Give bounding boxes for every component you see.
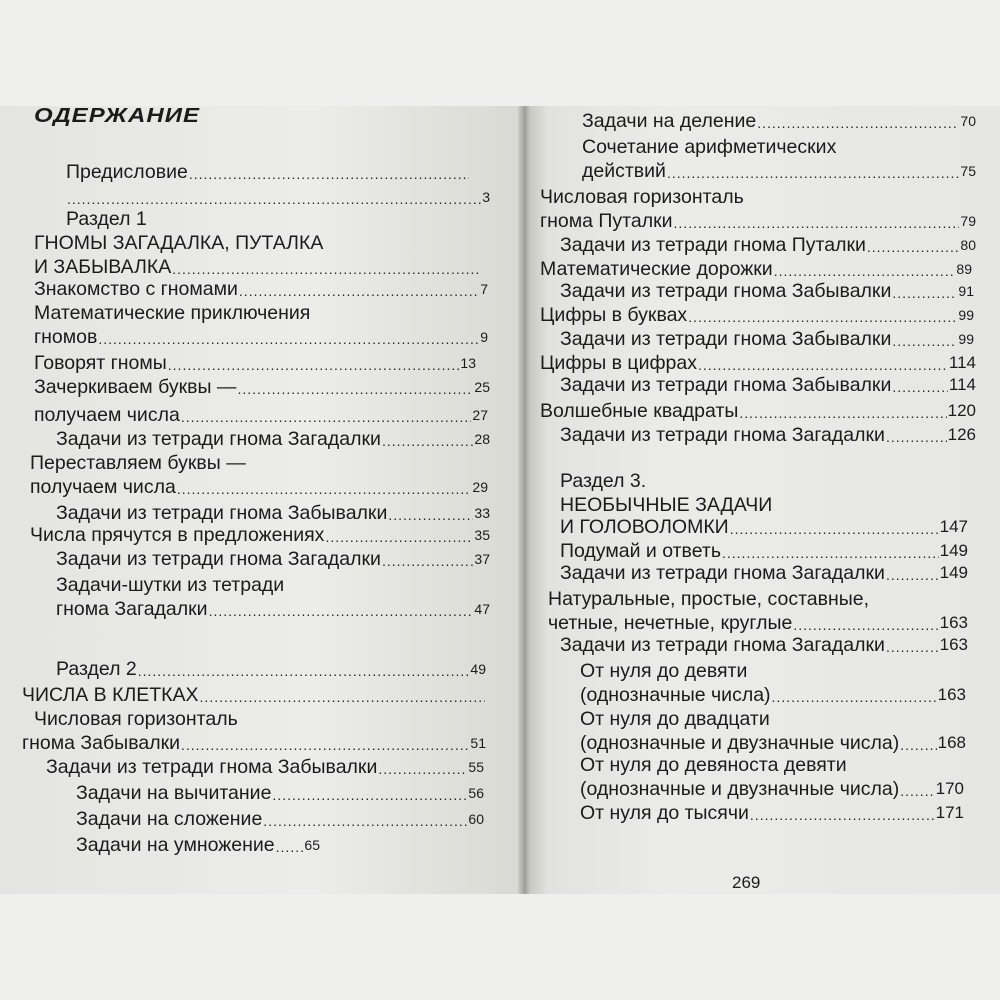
toc-dot-leader [793,616,938,634]
toc-dot-leader [892,332,957,350]
toc-page-number: 49 [470,661,486,677]
toc-entry-title: Переставляем буквы — [30,452,246,474]
toc-dot-leader [388,506,473,524]
toc-entry-title: Числовая горизонталь [540,186,744,208]
toc-dot-leader [750,806,935,824]
toc-entry-title: Задачи из тетради гнома Загадалки [56,548,381,570]
toc-page-number: 89 [956,261,972,277]
toc-dot-leader [200,688,485,706]
toc-page-number: 28 [474,431,490,447]
toc-page-number: 79 [960,213,976,229]
toc-entry [34,256,480,278]
toc-dot-leader [730,520,939,538]
toc-dot-leader [886,638,939,656]
toc-entry [560,280,974,302]
toc-dot-leader [774,262,956,280]
toc-page-number: 33 [474,505,490,521]
toc-entry [540,400,976,422]
toc-dot-leader [867,238,960,256]
toc-dot-leader [177,480,472,498]
toc-entry-title: Цифры в цифрах [540,352,697,374]
toc-page-number: 91 [958,283,974,299]
toc-entry-title: гномов [34,326,98,348]
toc-page-number: 60 [468,811,484,827]
toc-page-number: 56 [468,785,484,801]
toc-entry [582,160,976,182]
toc-entry [548,612,968,634]
toc-dot-leader [272,786,467,804]
background-top [0,0,1000,106]
toc-entry-title: От нуля до девяти [580,660,748,682]
toc-dot-leader [237,380,473,398]
toc-entry-title: От нуля до тысячи [580,802,749,824]
toc-dot-leader [138,662,470,680]
toc-entry-title: Задачи из тетради гнома Загадалки [560,424,885,446]
toc-page-number: 75 [960,163,976,179]
toc-entry-title: Задачи на вычитание [76,782,272,804]
toc-dot-leader [172,260,479,278]
toc-entry-title: НЕОБЫЧНЫЕ ЗАДАЧИ [560,494,773,516]
toc-page-number: 70 [960,113,976,129]
right-page [530,106,1000,894]
toc-page-number: 114 [948,375,976,394]
toc-entry [34,376,490,398]
toc-entry [56,428,490,450]
toc-page-number: 163 [939,613,968,632]
toc-page-number: 147 [939,517,968,536]
toc-page-number: 35 [474,527,490,543]
toc-entry-title: От нуля до двадцати [580,708,770,730]
toc-dot-leader [722,544,939,562]
toc-entry-title: Числовая горизонталь [34,708,238,730]
toc-entry-title: Зачеркиваем буквы — [34,376,237,398]
toc-entry [56,598,490,620]
left-page [0,106,522,894]
toc-entry-title: (однозначные и двузначные числа) [580,778,900,800]
toc-entry-title: Говорят гномы [34,352,167,374]
toc-entry-title: Предисловие [66,161,188,183]
toc-entry [34,278,488,300]
toc-entry [66,161,470,183]
toc-page-number: 25 [474,379,490,395]
toc-entry [30,524,490,546]
toc-page-number: 47 [474,601,490,617]
toc-page-number: 168 [937,733,966,752]
toc-dot-leader [382,552,473,570]
toc-entry [560,424,976,446]
toc-entry-title: Числа прячутся в предложениях [30,524,325,546]
toc-entry [56,658,486,680]
toc-entry-title: (однозначные числа) [580,684,771,706]
toc-entry-title: получаем числа [34,404,180,426]
toc-entry [540,304,974,326]
toc-page-number: 149 [939,541,968,560]
toc-entry [560,634,968,656]
toc-page-number: 170 [935,779,964,798]
toc-page-number: 3 [482,189,490,205]
toc-page-number: 171 [935,803,964,822]
toc-entry-title: Задачи из тетради гнома Забывалки [46,756,378,778]
toc-entry-title: Раздел 2 [56,658,137,680]
toc-dot-leader [892,378,948,396]
toc-entry [22,732,486,754]
toc-entry [560,540,968,562]
book-spread [0,106,1000,894]
toc-entry-title: Задачи из тетради гнома Загадалки [560,634,885,656]
toc-page-number: 163 [939,635,968,654]
toc-dot-leader [772,688,937,706]
toc-dot-leader [688,308,957,326]
toc-entry-title: получаем числа [30,476,176,498]
toc-entry [34,326,488,348]
background-bottom [0,894,1000,1000]
toc-page-number: 114 [948,353,976,372]
toc-entry-title: ЧИСЛА В КЛЕТКАХ [22,684,199,706]
toc-dot-leader [181,736,469,754]
toc-entry [76,782,484,804]
toc-dot-leader [886,566,939,584]
toc-page-number: 120 [947,401,976,420]
toc-entry-title: Задачи из тетради гнома Загадалки [560,562,885,584]
toc-dot-leader [667,164,959,182]
toc-entry [560,516,968,538]
toc-entry [560,234,976,256]
toc-entry-title: четные, нечетные, круглые [548,612,793,634]
toc-entry [580,778,964,800]
toc-entry [46,756,484,778]
toc-entry-title: гнома Путалки [540,210,673,232]
toc-entry-title: Задачи на деление [582,110,757,132]
toc-dot-leader [886,428,947,446]
toc-entry [580,802,964,824]
toc-entry [76,834,320,856]
toc-dot-leader [263,812,467,830]
toc-entry [582,110,976,132]
toc-page-number: 7 [480,281,488,297]
toc-entry-title: Задачи на сложение [76,808,263,830]
toc-entry-title: Задачи из тетради гнома Забывалки [560,280,892,302]
toc-dot-leader [325,528,473,546]
toc-dot-leader [900,736,936,754]
toc-entry [76,808,484,830]
toc-entry [30,476,488,498]
toc-entry-title: гнома Загадалки [56,598,208,620]
toc-page-number: 80 [960,237,976,253]
toc-page-number: 9 [480,329,488,345]
toc-entry-title: Знакомство с гномами [34,278,238,300]
toc-entry-title: Подумай и ответь [560,540,721,562]
toc-entry-title: Задачи из тетради гнома Забывалки [560,374,892,396]
contents-heading: ОДЕРЖАНИЕ [34,106,200,128]
toc-dot-leader [382,432,473,450]
toc-entry [560,328,974,350]
toc-entry-title: Сочетание арифметических [582,136,837,158]
toc-dot-leader [239,282,479,300]
toc-entry-title: Задачи из тетради гнома Загадалки [56,428,381,450]
toc-page-number: 65 [304,837,320,853]
toc-page-number: 55 [468,759,484,775]
toc-entry [56,548,490,570]
toc-entry [580,684,966,706]
toc-entry-title: Задачи на умножение [76,834,275,856]
toc-entry-title: Раздел 1 [66,208,147,230]
toc-entry [560,374,976,396]
toc-entry [66,186,490,208]
toc-entry [56,502,490,524]
toc-entry [34,352,476,374]
toc-entry [540,210,976,232]
toc-page-number: 37 [474,551,490,567]
toc-entry [34,404,488,426]
toc-entry-title: Математические дорожки [540,258,773,280]
toc-page-number: 29 [472,479,488,495]
toc-dot-leader [378,760,467,778]
toc-page-number: 51 [470,735,486,751]
toc-page-number: 99 [958,307,974,323]
toc-dot-leader [900,782,934,800]
page-number: 269 [732,873,761,892]
toc-page-number: 27 [472,407,488,423]
toc-page-number: 99 [958,331,974,347]
toc-dot-leader [892,284,957,302]
toc-dot-leader [168,356,460,374]
toc-entry-title: Задачи-шутки из тетради [56,574,285,596]
toc-entry [22,684,486,706]
toc-entry [560,562,968,584]
toc-page-number: 126 [947,425,976,444]
toc-page-number: 13 [460,355,476,371]
toc-dot-leader [67,190,481,208]
toc-dot-leader [698,356,948,374]
toc-page-number: 149 [939,563,968,582]
toc-dot-leader [276,838,304,856]
toc-entry-title: Цифры в буквах [540,304,688,326]
toc-entry-title: Математические приключения [34,302,311,324]
toc-page-number: 163 [937,685,966,704]
toc-entry-title: ГНОМЫ ЗАГАДАЛКА, ПУТАЛКА [34,232,324,254]
toc-entry-title: Раздел 3. [560,470,647,492]
toc-entry-title: (однозначные и двузначные числа) [580,732,900,754]
toc-entry-title: И ГОЛОВОЛОМКИ [560,516,729,538]
toc-dot-leader [189,165,469,183]
toc-entry [580,732,966,754]
toc-entry-title: И ЗАБЫВАЛКА [34,256,172,278]
toc-entry-title: гнома Забывалки [22,732,180,754]
toc-dot-leader [674,214,960,232]
toc-entry-title: Задачи из тетради гнома Забывалки [560,328,892,350]
toc-entry-title: действий [582,160,666,182]
toc-entry-title: Натуральные, простые, составные, [548,588,870,610]
toc-entry [540,352,976,374]
toc-dot-leader [98,330,479,348]
toc-dot-leader [209,602,474,620]
toc-entry-title: Волшебные квадраты [540,400,739,422]
toc-entry-title: Задачи из тетради гнома Забывалки [56,502,388,524]
toc-entry [540,258,972,280]
toc-entry-title: Задачи из тетради гнома Путалки [560,234,866,256]
toc-entry-title: От нуля до девяноста девяти [580,754,847,776]
toc-dot-leader [739,404,946,422]
toc-dot-leader [181,408,472,426]
toc-dot-leader [757,114,959,132]
